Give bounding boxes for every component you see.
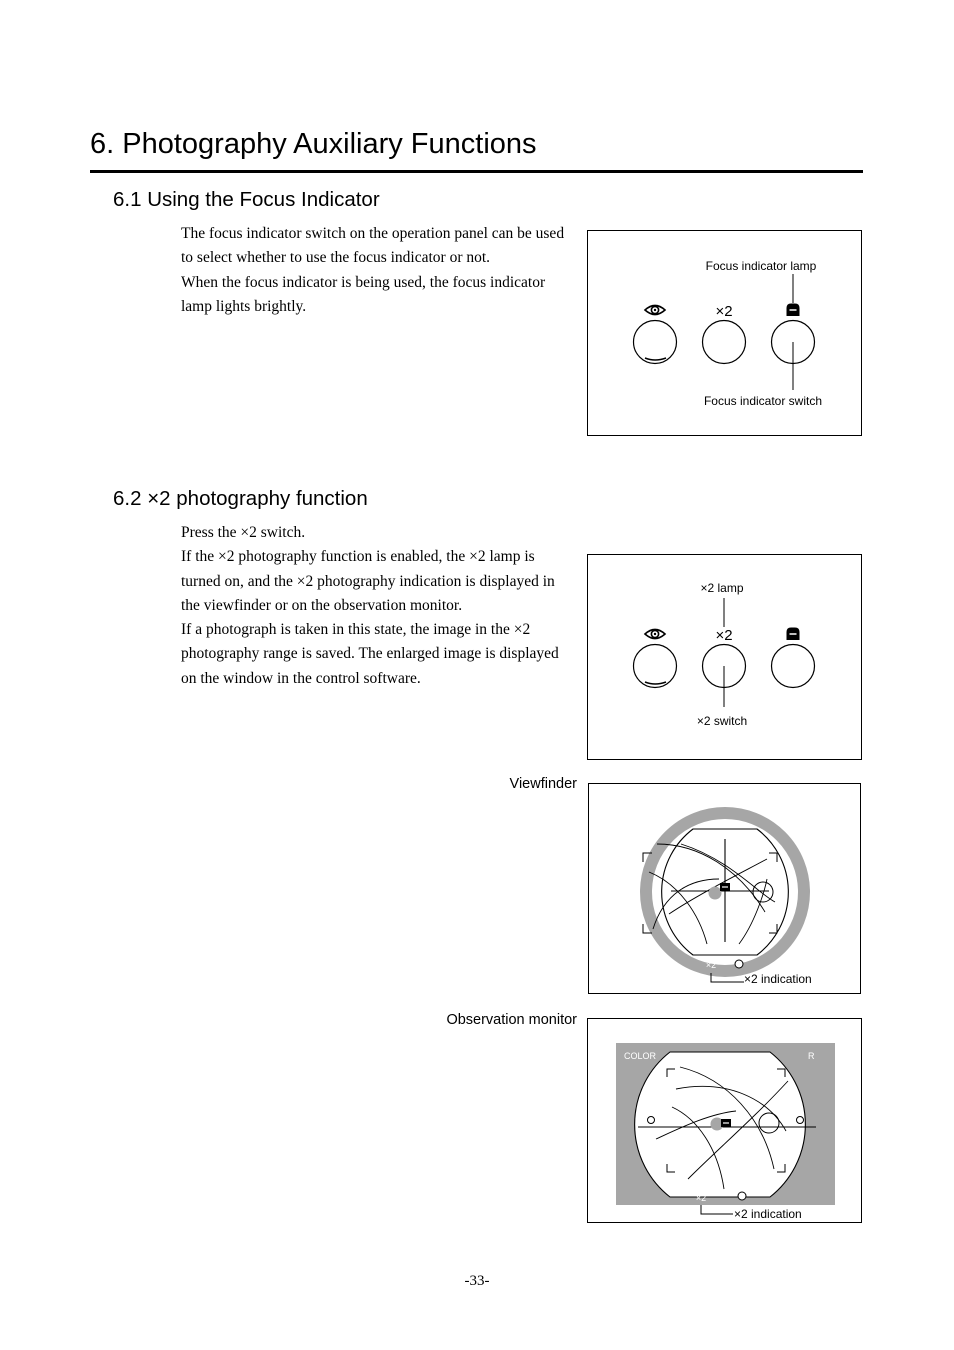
viewfinder-figure (588, 783, 861, 994)
paragraph: When the focus indicator is being used, the focus indicator lamp lights brightly. (181, 273, 546, 315)
x2-lamp-label: ×2 lamp (700, 581, 744, 595)
viewfinder-x2-indication-label: ×2 indication (744, 972, 812, 986)
page-number: -33- (464, 1273, 490, 1289)
monitor-x2-indication-label: ×2 indication (734, 1207, 802, 1221)
focus-indicator-icon (787, 304, 800, 317)
focus-indicator-lamp-label: Focus indicator lamp (705, 259, 817, 273)
monitor-color-text: COLOR (624, 1051, 657, 1061)
monitor-r-text: R (808, 1051, 815, 1061)
x2-switch-label: ×2 switch (696, 714, 748, 728)
eye-button (634, 645, 677, 688)
focus-indicator-panel-figure (587, 230, 862, 436)
paragraph: Press the ×2 switch. (181, 524, 306, 541)
section-heading-6-1: 6.1 Using the Focus Indicator (113, 188, 380, 211)
viewfinder-x2-mark: ×2 (705, 960, 717, 970)
chapter-title: 6. Photography Auxiliary Functions (90, 128, 537, 160)
paragraph: If the ×2 photography function is enabled, the ×2 lamp is turned on, and the ×2 photography indication is displayed in the viewfinder or on the observation monitor. (181, 548, 555, 614)
paragraph: The focus indicator switch on the operation panel can be used to select whether to use the focus indicator or not. (181, 225, 565, 267)
observation-monitor-figure (587, 1018, 862, 1223)
focus-indicator-icon (787, 628, 800, 641)
title-rule (90, 170, 863, 173)
times-two-icon: ×2 (715, 303, 733, 320)
focus-indicator-button (772, 645, 815, 688)
x2-button (703, 321, 746, 364)
section-heading-6-2: 6.2 ×2 photography function (113, 487, 368, 510)
section-6-2-body (181, 521, 577, 691)
viewfinder-caption: Viewfinder (509, 776, 577, 792)
x2-switch-panel-figure (587, 554, 862, 760)
section-6-1-body (181, 222, 577, 319)
monitor-x2-mark: ×2 (695, 1193, 707, 1203)
eye-icon (645, 630, 665, 639)
observation-monitor-caption: Observation monitor (446, 1012, 577, 1028)
focus-indicator-switch-label: Focus indicator switch (703, 394, 823, 408)
times-two-icon: ×2 (715, 627, 733, 644)
eye-icon (645, 306, 665, 315)
eye-button (634, 321, 677, 364)
paragraph: If a photograph is taken in this state, the image in the ×2 photography range is saved. The enlarged image is displayed on the window in the control software. (181, 621, 559, 687)
